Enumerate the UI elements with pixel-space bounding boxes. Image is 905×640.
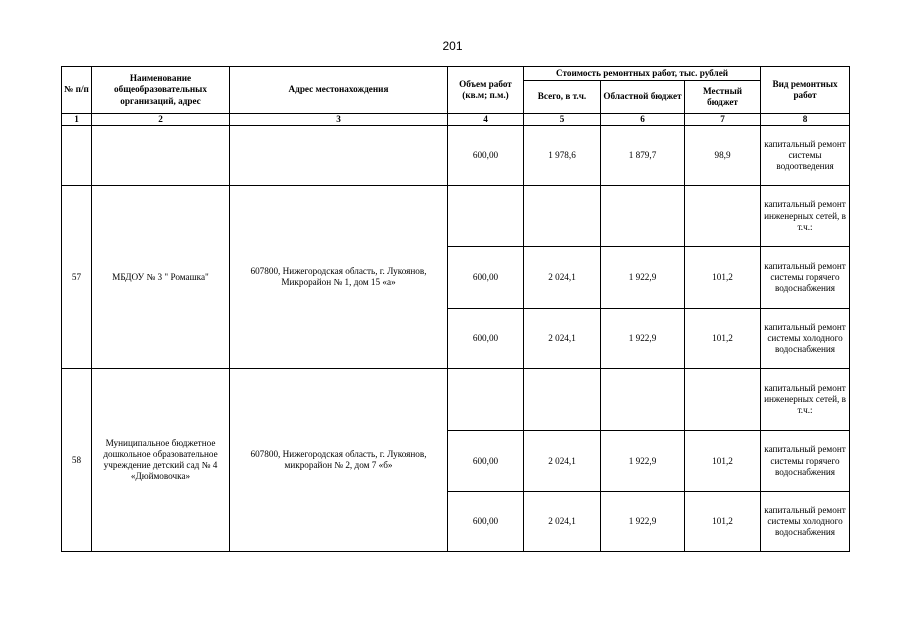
cell-volume — [448, 186, 524, 247]
cell-local — [685, 186, 761, 247]
cell-kind: капитальный ремонт системы холодного водоснабжения — [761, 309, 850, 369]
header-local: Местный бюджет — [685, 81, 761, 114]
header-regional: Областной бюджет — [601, 81, 685, 114]
cell-volume: 600,00 — [448, 126, 524, 186]
cell-name: МБДОУ № 3 " Ромашка" — [92, 186, 230, 369]
column-number-row — [62, 114, 850, 126]
cell-total: 1 978,6 — [524, 126, 601, 186]
cell-volume: 600,00 — [448, 247, 524, 309]
column-number: 2 — [92, 114, 230, 126]
cell-kind: капитальный ремонт инженерных сетей, в т.ч.: — [761, 369, 850, 431]
column-number: 6 — [601, 114, 685, 126]
cell-num: 57 — [62, 186, 92, 369]
cell-regional: 1 922,9 — [601, 431, 685, 492]
cell-total: 2 024,1 — [524, 247, 601, 309]
repair-works-table — [61, 66, 850, 552]
header-address: Адрес местонахождения — [230, 67, 448, 114]
cell-local: 101,2 — [685, 492, 761, 552]
cell-local — [685, 369, 761, 431]
cell-volume: 600,00 — [448, 431, 524, 492]
header-row — [62, 67, 850, 81]
column-number: 1 — [62, 114, 92, 126]
column-number: 5 — [524, 114, 601, 126]
header-cost-group: Стоимость ремонтных работ, тыс. рублей — [524, 67, 761, 81]
cell-name: Муниципальное бюджетное дошкольное образовательное учреждение детский сад № 4 «Дюймовочка» — [92, 369, 230, 552]
header-kind: Вид ремонтных работ — [761, 67, 850, 114]
cell-total — [524, 186, 601, 247]
column-number: 3 — [230, 114, 448, 126]
cell-kind: капитальный ремонт системы горячего водоснабжения — [761, 247, 850, 309]
cell-kind: капитальный ремонт системы холодного водоснабжения — [761, 492, 850, 552]
header-total: Всего, в т.ч. — [524, 81, 601, 114]
cell-total — [524, 369, 601, 431]
header-volume: Объем работ (кв.м; п.м.) — [448, 67, 524, 114]
cell-local: 101,2 — [685, 247, 761, 309]
cell-address: 607800, Нижегородская область, г. Лукоянов, микрорайон № 2, дом 7 «б» — [230, 369, 448, 552]
cell-kind: капитальный ремонт инженерных сетей, в т.ч.: — [761, 186, 850, 247]
table-row — [62, 186, 850, 247]
cell-address: 607800, Нижегородская область, г. Лукоянов, Микрорайон № 1, дом 15 «а» — [230, 186, 448, 369]
header-num: № п/п — [62, 67, 92, 114]
cell-total: 2 024,1 — [524, 492, 601, 552]
cell-regional: 1 922,9 — [601, 492, 685, 552]
column-number: 8 — [761, 114, 850, 126]
cell-local: 101,2 — [685, 431, 761, 492]
cell-name — [92, 126, 230, 186]
cell-total: 2 024,1 — [524, 309, 601, 369]
cell-regional: 1 922,9 — [601, 247, 685, 309]
cell-num — [62, 126, 92, 186]
column-number: 4 — [448, 114, 524, 126]
page-number: 201 — [442, 39, 463, 53]
cell-regional: 1 922,9 — [601, 309, 685, 369]
cell-regional: 1 879,7 — [601, 126, 685, 186]
cell-kind: капитальный ремонт системы водоотведения — [761, 126, 850, 186]
cell-kind: капитальный ремонт системы горячего водоснабжения — [761, 431, 850, 492]
cell-local: 101,2 — [685, 309, 761, 369]
cell-volume — [448, 369, 524, 431]
cell-volume: 600,00 — [448, 309, 524, 369]
cell-regional — [601, 369, 685, 431]
column-number: 7 — [685, 114, 761, 126]
header-name: Наименование общеобразовательных организаций, адрес — [92, 67, 230, 114]
cell-local: 98,9 — [685, 126, 761, 186]
table-row — [62, 126, 850, 186]
cell-address — [230, 126, 448, 186]
cell-regional — [601, 186, 685, 247]
cell-total: 2 024,1 — [524, 431, 601, 492]
cell-num: 58 — [62, 369, 92, 552]
cell-volume: 600,00 — [448, 492, 524, 552]
table-row — [62, 369, 850, 431]
